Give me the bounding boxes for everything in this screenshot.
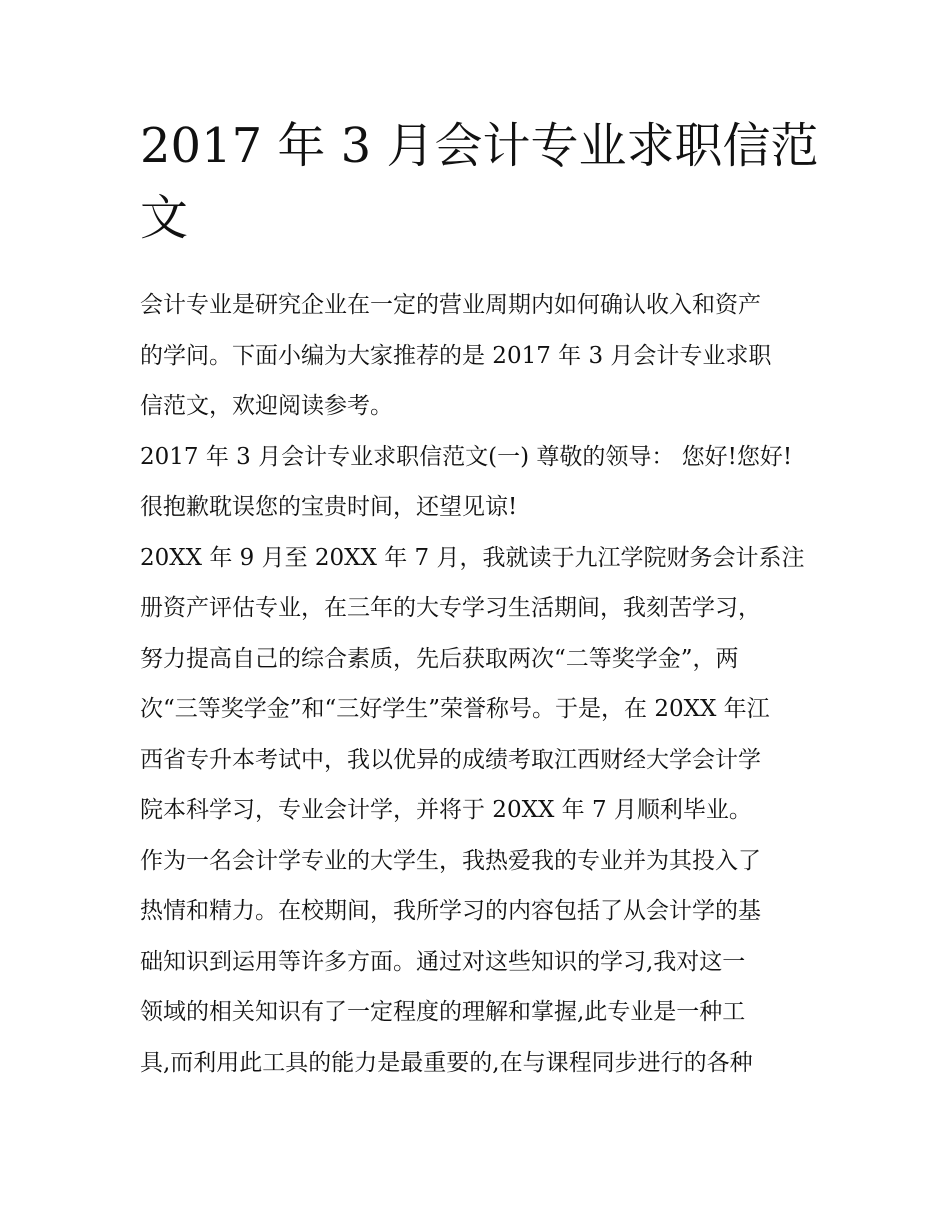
body-line: 次“三等奖学金”和“三好学生”荣誉称号。于是，在 20XX 年江 bbox=[140, 696, 770, 722]
body-line: 的学问。下面小编为大家推荐的是 2017 年 3 月会计专业求职 bbox=[140, 342, 772, 369]
body-line: 努力提高自己的综合素质，先后获取两次“二等奖学金”，两 bbox=[140, 645, 739, 672]
body-line: 领域的相关知识有了一定程度的理解和掌握,此专业是一种工 bbox=[140, 999, 746, 1025]
body-line: 作为一名会计学专业的大学生，我热爱我的专业并为其投入了 bbox=[140, 847, 761, 874]
document-title bbox=[140, 110, 820, 254]
body-line: 础知识到运用等许多方面。通过对这些知识的学习,我对这一 bbox=[140, 948, 746, 975]
body-line: 2017 年 3 月会计专业求职信范文(一) 尊敬的领导： 您好!您好! bbox=[140, 443, 793, 470]
body-line: 册资产评估专业，在三年的大专学习生活期间，我刻苦学习， bbox=[140, 595, 761, 621]
body-line: 很抱歉耽误您的宝贵时间，还望见谅! bbox=[140, 494, 518, 520]
body-line: 会计专业是研究企业在一定的营业周期内如何确认收入和资产 bbox=[140, 292, 761, 318]
document-body bbox=[140, 280, 820, 1088]
title-line-1: 2017 年 3 月会计专业求职信范 bbox=[140, 118, 819, 174]
body-line: 院本科学习，专业会计学，并将于 20XX 年 7 月顺利毕业。 bbox=[140, 797, 752, 823]
body-line: 信范文，欢迎阅读参考。 bbox=[140, 393, 393, 419]
body-line: 具,而利用此工具的能力是最重要的,在与课程同步进行的各种 bbox=[140, 1049, 753, 1076]
title-line-2: 文 bbox=[140, 190, 189, 246]
body-line: 西省专升本考试中，我以优异的成绩考取江西财经大学会计学 bbox=[140, 746, 761, 773]
body-line: 热情和精力。在校期间，我所学习的内容包括了从会计学的基 bbox=[140, 898, 761, 924]
body-line: 20XX 年 9 月至 20XX 年 7 月，我就读于九江学院财务会计系注 bbox=[140, 544, 805, 571]
